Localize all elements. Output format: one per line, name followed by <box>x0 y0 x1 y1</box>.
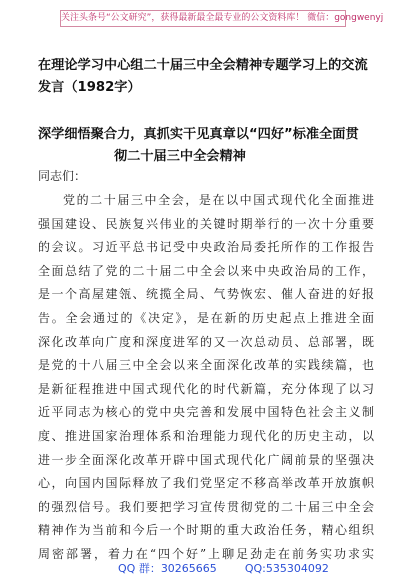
body-line: 是党的十八届三中全会以来全面深化改革的实践续篇，也 <box>38 358 374 373</box>
body-line: 的会议。习近平总书记受中央政治局委托所作的工作报告 <box>38 240 374 255</box>
body-line: 度、推进国家治理体系和治理能力现代化的历史主动，以 <box>38 428 374 443</box>
body-line: 党的二十届三中全会，是在以中国式现代化全面推进 <box>63 193 374 207</box>
qq-group-number: QQ 群：30265665 <box>118 562 217 575</box>
footer-contacts <box>118 560 329 576</box>
body-line: 深化改革向广度和深度进军的又一次总动员、总部署，既 <box>38 334 374 349</box>
salutation: 同志们： <box>38 169 87 183</box>
body-line: 强国建设、民族复兴伟业的关键时期举行的一次十分重要 <box>38 216 374 231</box>
body-text <box>38 189 374 567</box>
document-subtitle <box>38 124 374 168</box>
body-line: 的强烈信号。我们要把学习宣传贯彻党的二十届三中全会 <box>38 499 374 514</box>
body-line: 近平同志为核心的党中央完善和发展中国特色社会主义制 <box>38 405 374 420</box>
promo-banner: 关注头条号“公文研究”，获得最新最全最专业的公文资料库！ 微信：gongwenyj <box>60 10 346 27</box>
subtitle-line-2: 彻二十届三中全会精神 <box>114 149 246 164</box>
body-line: 精神作为当前和今后一个时期的重大政治任务，精心组织 <box>38 523 374 538</box>
subtitle-line-1: 深学细悟聚合力，真抓实干见真章以“四好”标准全面贯 <box>38 127 359 142</box>
body-line: 全面总结了党的二十届二中全会以来中央政治局的工作， <box>38 263 374 278</box>
body-line: 是一个高屋建瓴、统揽全局、气势恢宏、催人奋进的好报 <box>38 287 374 302</box>
qq-number: QQ:535304092 <box>244 562 329 575</box>
body-line: 是新征程推进中国式现代化的时代新篇，充分体现了以习 <box>38 381 374 396</box>
body-line: 进一步全面深化改革开辟中国式现代化广阔前景的坚强决 <box>38 452 374 467</box>
body-line: 告。全会通过的《决定》，是在新的历史起点上推进全面 <box>38 310 374 325</box>
body-line: 周密部署，着力在“四个好”上聊足劲走在前务实功求实 <box>38 546 374 561</box>
document-title: 在理论学习中心组二十届三中全会精神专题学习上的交流发言（1982字） <box>38 58 368 95</box>
body-line: 心，向国内国际释放了我们党坚定不移高举改革开放旗帜 <box>38 476 374 491</box>
